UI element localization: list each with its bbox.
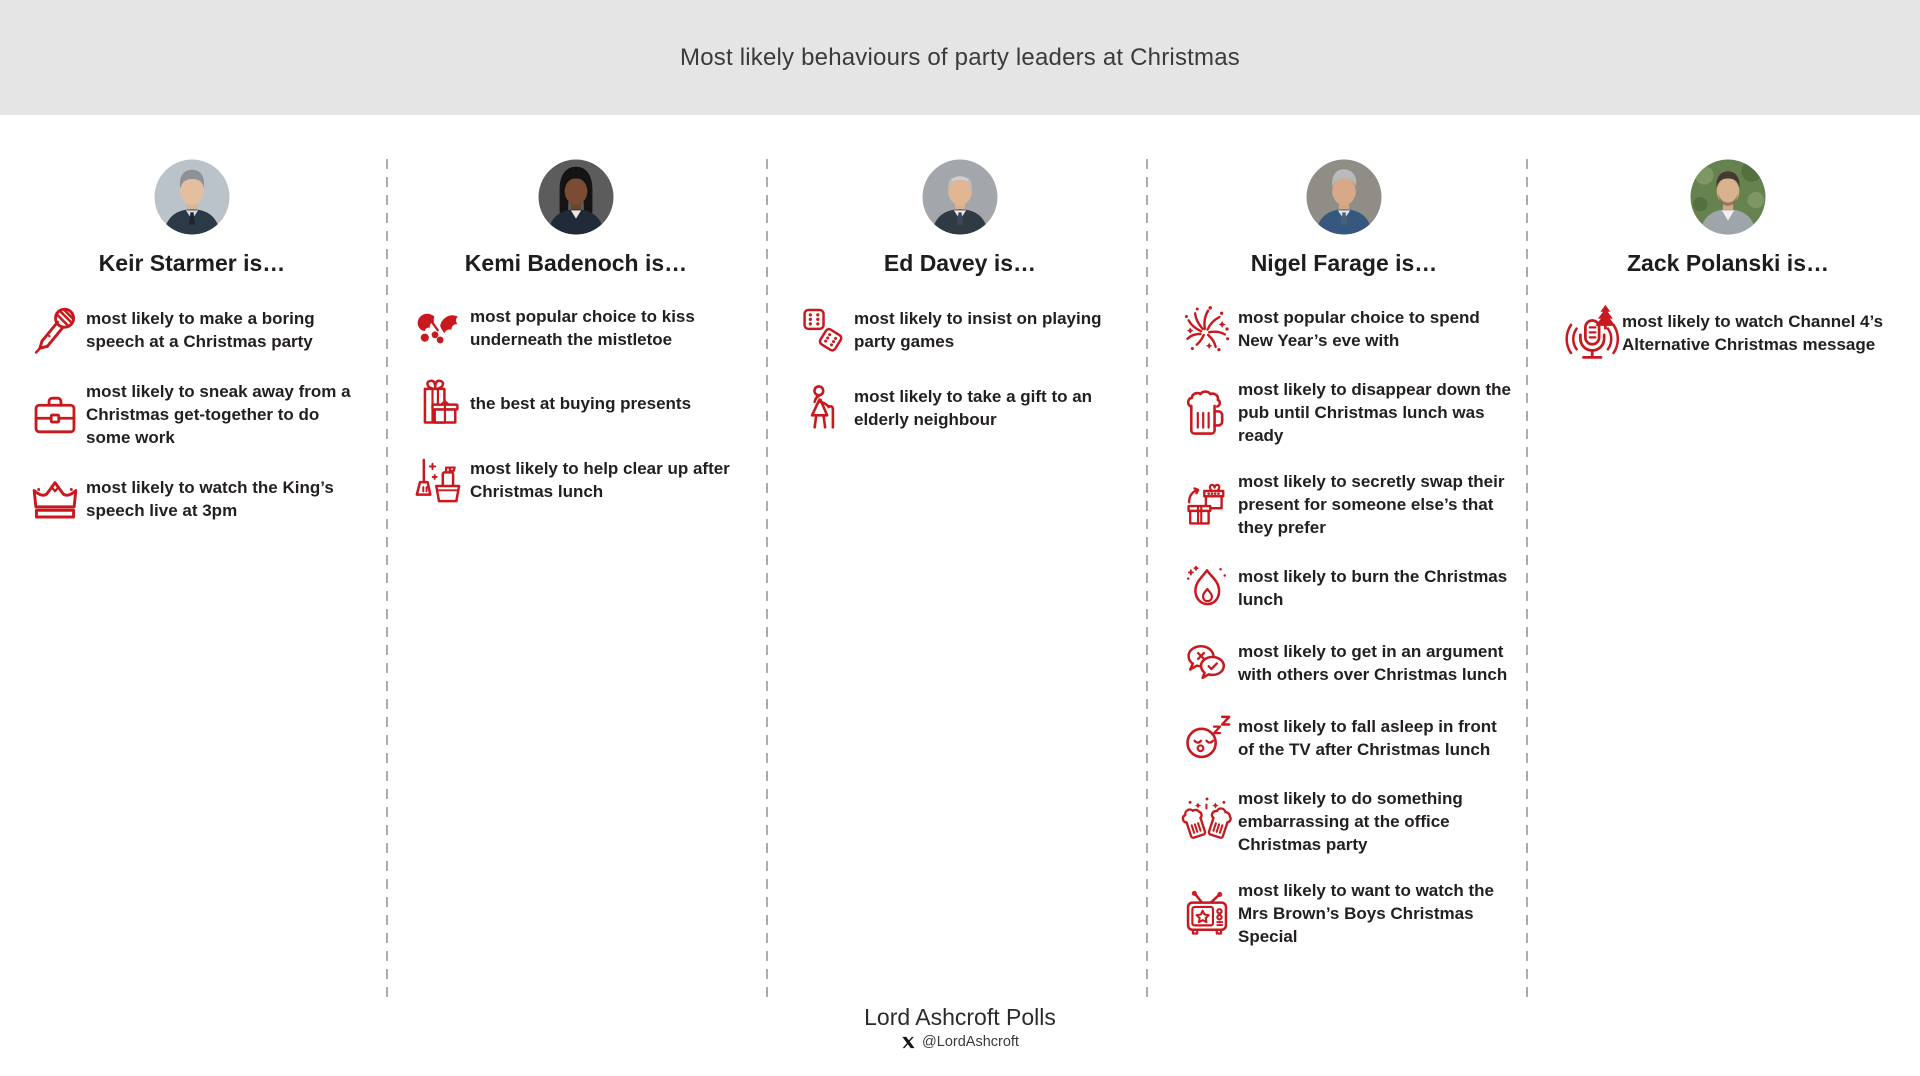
item-text: most likely to watch Channel 4’s Alternative Christmas message <box>1622 312 1884 354</box>
microphone-icon <box>24 303 86 357</box>
tv-icon <box>1176 888 1238 940</box>
footer <box>0 1004 1920 1050</box>
argument-bubbles-icon <box>1176 637 1238 689</box>
behaviour-list <box>1152 303 1536 948</box>
list-item <box>408 303 756 353</box>
sleeping-face-icon <box>1176 712 1238 764</box>
page-title: Most likely behaviours of party leaders at Christmas <box>680 43 1240 71</box>
item-text: most likely to fall asleep in front of the TV after Christmas lunch <box>1238 717 1497 759</box>
leader-name: Keir Starmer is… <box>98 250 286 276</box>
list-item <box>1176 637 1524 689</box>
ed-davey-avatar <box>922 159 998 235</box>
leader-name: Nigel Farage is… <box>1250 250 1438 276</box>
zack-polanski-avatar <box>1690 159 1766 235</box>
item-text: most likely to secretly swap their present for someone else’s that they prefer <box>1238 472 1505 537</box>
behaviour-list <box>768 303 1152 436</box>
title-banner <box>0 0 1920 115</box>
brand-name: Lord Ashcroft Polls <box>864 1004 1056 1030</box>
elderly-neighbour-icon <box>792 380 854 436</box>
item-text: most likely to sneak away from a Christmas get-together to do some work <box>86 382 351 447</box>
keir-starmer-avatar <box>154 159 230 235</box>
behaviour-list <box>1536 303 1920 363</box>
fireworks-icon <box>1176 303 1238 355</box>
list-item <box>1176 712 1524 764</box>
list-item <box>24 303 372 357</box>
item-text: most likely to disappear down the pub until Christmas lunch was ready <box>1238 380 1511 445</box>
presents-icon <box>408 376 470 430</box>
briefcase-icon <box>24 389 86 441</box>
item-text: most likely to insist on playing party games <box>854 309 1102 351</box>
dice-icon <box>792 303 854 357</box>
leader-columns <box>0 115 1920 1076</box>
behaviour-list <box>0 303 384 526</box>
item-text: most likely to make a boring speech at a Christmas party <box>86 309 315 351</box>
list-item <box>24 472 372 526</box>
list-item <box>1176 303 1524 355</box>
item-text: most likely to watch the King’s speech live at 3pm <box>86 478 334 520</box>
list-item <box>1176 879 1524 948</box>
nigel-farage-avatar <box>1306 159 1382 235</box>
kemi-badenoch-avatar <box>538 159 614 235</box>
list-item <box>1176 378 1524 447</box>
cleaning-icon <box>408 453 470 507</box>
item-text: most popular choice to spend New Year’s eve with <box>1238 308 1480 350</box>
item-text: the best at buying presents <box>470 393 692 413</box>
item-text: most likely to help clear up after Christmas lunch <box>470 459 730 501</box>
item-text: most popular choice to kiss underneath the mistletoe <box>470 307 695 349</box>
leader-name: Zack Polanski is… <box>1627 250 1829 276</box>
social-handle-row <box>901 1034 1019 1050</box>
item-text: most likely to want to watch the Mrs Brown’s Boys Christmas Special <box>1238 881 1494 946</box>
swap-presents-icon <box>1176 479 1238 531</box>
social-handle: @LordAshcroft <box>922 1034 1019 1050</box>
item-text: most likely to burn the Christmas lunch <box>1238 567 1508 609</box>
list-item <box>1176 470 1524 539</box>
leader-name: Kemi Badenoch is… <box>464 250 688 276</box>
list-item <box>792 303 1140 357</box>
list-item <box>24 380 372 449</box>
list-item <box>408 453 756 507</box>
list-item <box>1176 787 1524 856</box>
list-item <box>1176 562 1524 614</box>
list-item <box>792 380 1140 436</box>
list-item <box>408 376 756 430</box>
item-text: most likely to get in an argument with others over Christmas lunch <box>1238 642 1508 684</box>
x-logo-icon <box>901 1035 916 1050</box>
cheers-mugs-icon <box>1176 795 1238 849</box>
leader-column-nigel-farage <box>1152 115 1536 1076</box>
item-text: most likely to do something embarrassing at the office Christmas party <box>1238 789 1463 854</box>
leader-name: Ed Davey is… <box>883 250 1037 276</box>
holly-mistletoe-icon <box>408 303 470 353</box>
flame-icon <box>1176 562 1238 614</box>
broadcast-mic-icon <box>1560 303 1622 363</box>
leader-column-zack-polanski <box>1536 115 1920 1076</box>
crown-icon <box>24 472 86 526</box>
leader-column-kemi-badenoch <box>384 115 768 1076</box>
item-text: most likely to take a gift to an elderly neighbour <box>854 387 1093 429</box>
leader-column-ed-davey <box>768 115 1152 1076</box>
beer-mug-icon <box>1176 386 1238 440</box>
leader-column-keir-starmer <box>0 115 384 1076</box>
behaviour-list <box>384 303 768 507</box>
list-item <box>1560 303 1908 363</box>
